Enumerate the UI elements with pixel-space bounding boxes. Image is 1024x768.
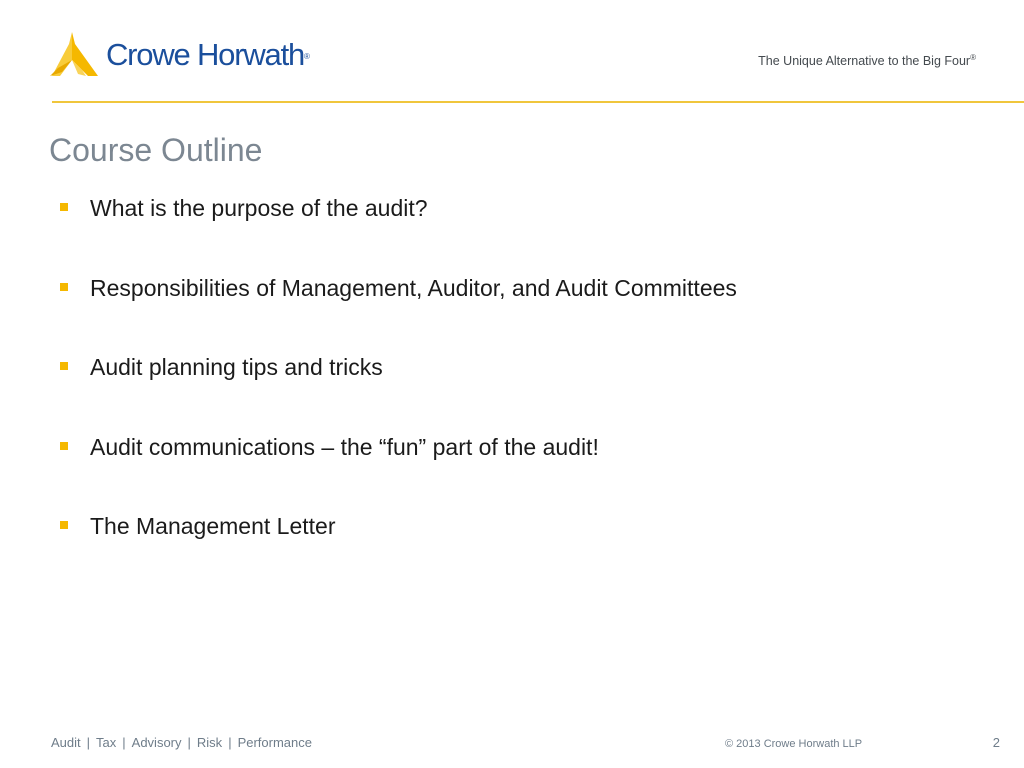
copyright: © 2013 Crowe Horwath LLP bbox=[725, 738, 863, 750]
footer-service-performance: Performance bbox=[237, 735, 312, 750]
square-bullet-icon bbox=[60, 521, 68, 529]
footer-separator: | bbox=[86, 735, 91, 750]
footer-separator: | bbox=[187, 735, 191, 750]
header-divider bbox=[52, 101, 1024, 103]
slide-title: Course Outline bbox=[49, 132, 263, 168]
tagline: The Unique Alternative to the Big Four® bbox=[758, 53, 976, 69]
footer-service-tax: Tax bbox=[96, 735, 117, 750]
square-bullet-icon bbox=[60, 283, 68, 291]
logo-wordmark: Crowe Horwath® bbox=[106, 37, 310, 72]
bullet-text: What is the purpose of the audit? bbox=[90, 195, 428, 221]
footer-separator: | bbox=[228, 735, 232, 750]
square-bullet-icon bbox=[60, 203, 68, 211]
bullet-text: Responsibilities of Management, Auditor, and Audit Committees bbox=[90, 274, 737, 301]
footer-separator: | bbox=[122, 735, 126, 750]
footer-service-risk: Risk bbox=[196, 735, 223, 750]
footer-service-audit: Audit bbox=[51, 735, 81, 750]
page-number: 2 bbox=[992, 735, 1000, 750]
square-bullet-icon bbox=[60, 442, 68, 450]
square-bullet-icon bbox=[60, 362, 68, 370]
bullet-text: Audit planning tips and tricks bbox=[90, 354, 383, 380]
bullet-text: The Management Letter bbox=[90, 513, 336, 539]
gold-star-mark-icon bbox=[48, 30, 100, 78]
footer-services bbox=[51, 735, 312, 750]
bullet-text: Audit communications – the “fun” part of the audit! bbox=[90, 433, 599, 460]
footer-service-advisory: Advisory bbox=[131, 735, 182, 750]
